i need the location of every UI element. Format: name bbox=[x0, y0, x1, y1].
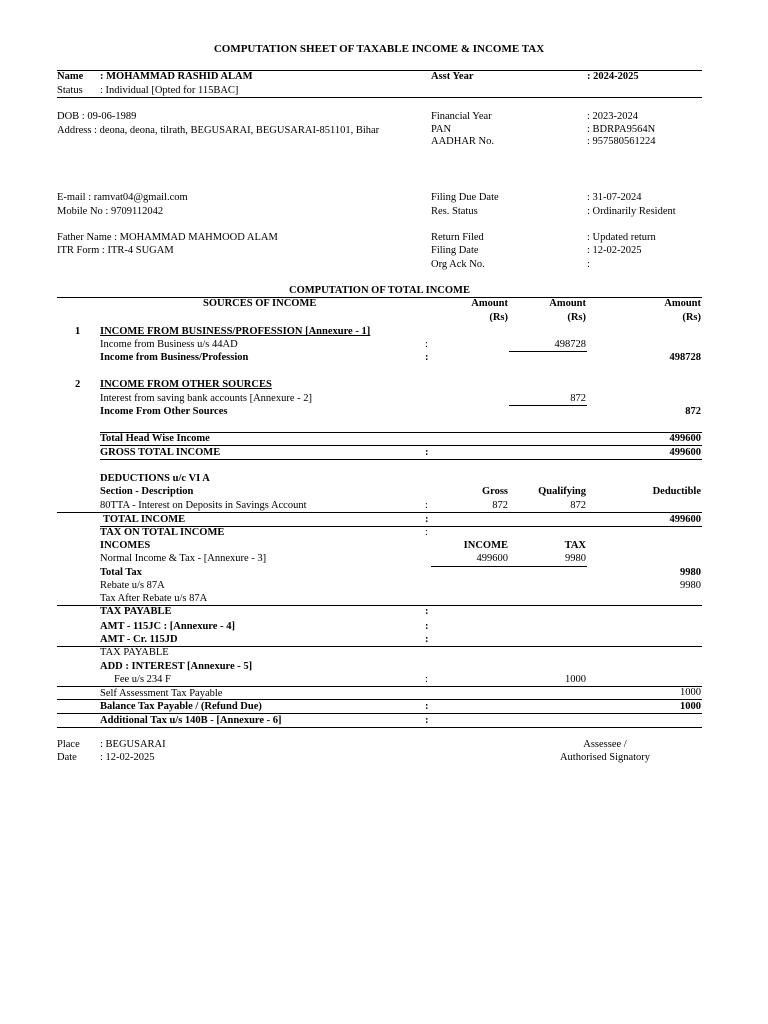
incomes-header: INCOMES bbox=[100, 540, 151, 551]
head-wise-income-amount: 499600 bbox=[669, 433, 701, 444]
place-value: : BEGUSARAI bbox=[100, 739, 166, 750]
divider bbox=[509, 351, 587, 352]
name-value: : MOHAMMAD RASHID ALAM bbox=[100, 71, 253, 82]
savings-interest-label: Interest from saving bank accounts [Annexure - 2] bbox=[100, 393, 312, 404]
org-ack-label: Org Ack No. bbox=[431, 259, 485, 270]
filing-due-label: Filing Due Date bbox=[431, 192, 499, 203]
colon: : bbox=[425, 514, 429, 525]
gross-header: Gross bbox=[481, 486, 508, 497]
fy-value: : 2023-2024 bbox=[587, 111, 639, 122]
gross-total-income-amount: 499600 bbox=[669, 447, 701, 458]
email: E-mail : ramvat04@gmail.com bbox=[57, 192, 188, 203]
gross-total-income-label: GROSS TOTAL INCOME bbox=[100, 447, 221, 458]
amount-header-2: Amount bbox=[549, 298, 586, 309]
father-name: Father Name : MOHAMMAD MAHMOOD ALAM bbox=[57, 232, 278, 243]
total-income-amount: 499600 bbox=[669, 514, 701, 525]
status-label: Status bbox=[57, 85, 83, 96]
page-title: COMPUTATION SHEET OF TAXABLE INCOME & INCOME TAX bbox=[213, 43, 545, 55]
business-44ad-label: Income from Business u/s 44AD bbox=[100, 339, 238, 350]
computation-title: COMPUTATION OF TOTAL INCOME bbox=[289, 285, 470, 296]
res-status-value: : Ordinarily Resident bbox=[587, 206, 676, 217]
status-value: : Individual [Opted for 115BAC] bbox=[100, 85, 239, 96]
authorised-signatory-label: Authorised Signatory bbox=[559, 752, 651, 763]
mobile: Mobile No : 9709112042 bbox=[57, 206, 164, 217]
date-value: : 12-02-2025 bbox=[100, 752, 155, 763]
assessee-label: Assessee / bbox=[583, 739, 627, 750]
colon: : bbox=[425, 352, 429, 363]
colon: : bbox=[425, 701, 429, 712]
fy-label: Financial Year bbox=[431, 111, 492, 122]
business-total-label: Income from Business/Profession bbox=[100, 352, 249, 363]
place-label: Place bbox=[57, 739, 80, 750]
deduction-80tta-label: 80TTA - Interest on Deposits in Savings Account bbox=[100, 500, 307, 511]
business-total-amount: 498728 bbox=[669, 352, 701, 363]
org-ack-value: : bbox=[587, 259, 590, 270]
colon: : bbox=[425, 500, 428, 511]
tax-column-header: TAX bbox=[564, 540, 586, 551]
rebate-87a-amount: 9980 bbox=[680, 580, 701, 591]
other-sources-total-label: Income From Other Sources bbox=[100, 406, 228, 417]
date-label: Date bbox=[57, 752, 77, 763]
qualifying-header: Qualifying bbox=[538, 486, 586, 497]
return-filed-value: : Updated return bbox=[587, 232, 656, 243]
pan-label: PAN bbox=[431, 124, 452, 135]
section-1-title: INCOME FROM BUSINESS/PROFESSION [Annexure - 1] bbox=[100, 326, 371, 337]
normal-tax-amount: 9980 bbox=[565, 553, 586, 564]
sources-header: SOURCES OF INCOME bbox=[203, 298, 317, 309]
amount-header-1: Amount bbox=[471, 298, 508, 309]
amt-115jc-label: AMT - 115JC : [Annexure - 4] bbox=[100, 621, 235, 632]
deduction-80tta-gross: 872 bbox=[492, 500, 508, 511]
colon: : bbox=[425, 339, 428, 350]
filing-date-value: : 12-02-2025 bbox=[587, 245, 642, 256]
tax-after-rebate-label: Tax After Rebate u/s 87A bbox=[100, 593, 208, 604]
deduction-80tta-qualifying: 872 bbox=[570, 500, 586, 511]
rs-header-3: (Rs) bbox=[682, 312, 701, 323]
filing-date-label: Filing Date bbox=[431, 245, 479, 256]
deductible-header: Deductible bbox=[652, 486, 701, 497]
section-2-title: INCOME FROM OTHER SOURCES bbox=[100, 379, 272, 390]
total-tax-label: Total Tax bbox=[100, 567, 142, 578]
head-wise-income-label: Total Head Wise Income bbox=[100, 433, 210, 444]
asst-year-label: Asst Year bbox=[431, 71, 474, 82]
total-income-label: TOTAL INCOME bbox=[103, 514, 186, 525]
business-44ad-amount: 498728 bbox=[554, 339, 586, 350]
balance-tax-amount: 1000 bbox=[680, 701, 701, 712]
return-filed-label: Return Filed bbox=[431, 232, 484, 243]
divider bbox=[57, 727, 702, 728]
divider bbox=[100, 459, 702, 460]
res-status-label: Res. Status bbox=[431, 206, 478, 217]
divider bbox=[57, 297, 702, 298]
colon: : bbox=[425, 621, 429, 632]
income-column-header: INCOME bbox=[463, 540, 508, 551]
tax-payable-label: TAX PAYABLE bbox=[100, 606, 172, 617]
address: Address : deona, deona, tilrath, BEGUSARAI, BEGUSARAI-851101, Bihar bbox=[57, 125, 380, 136]
section-description-header: Section - Description bbox=[100, 486, 194, 497]
normal-income-label: Normal Income & Tax - [Annexure - 3] bbox=[100, 553, 267, 564]
amt-credit-115jd-label: AMT - Cr. 115JD bbox=[100, 634, 178, 645]
divider bbox=[57, 97, 702, 98]
self-assessment-amount: 1000 bbox=[680, 687, 701, 698]
savings-interest-amount: 872 bbox=[570, 393, 586, 404]
itr-form: ITR Form : ITR-4 SUGAM bbox=[57, 245, 174, 256]
filing-due-value: : 31-07-2024 bbox=[587, 192, 642, 203]
aadhar-label: AADHAR No. bbox=[431, 136, 494, 147]
colon: : bbox=[425, 527, 428, 538]
other-sources-total-amount: 872 bbox=[685, 406, 701, 417]
deductions-title: DEDUCTIONS u/c VI A bbox=[100, 473, 210, 484]
asst-year-value: : 2024-2025 bbox=[587, 71, 639, 82]
fee-234f-amount: 1000 bbox=[565, 674, 586, 685]
self-assessment-label: Self Assessment Tax Payable bbox=[100, 688, 223, 699]
tax-payable-2-label: TAX PAYABLE bbox=[100, 647, 169, 658]
balance-tax-label: Balance Tax Payable / (Refund Due) bbox=[100, 701, 262, 712]
name-label: Name bbox=[57, 71, 84, 82]
colon: : bbox=[425, 674, 428, 685]
add-interest-label: ADD : INTEREST [Annexure - 5] bbox=[100, 661, 253, 672]
divider bbox=[509, 405, 587, 406]
rebate-87a-label: Rebate u/s 87A bbox=[100, 580, 165, 591]
dob: DOB : 09-06-1989 bbox=[57, 111, 137, 122]
fee-234f-label: Fee u/s 234 F bbox=[114, 674, 171, 685]
colon: : bbox=[425, 634, 429, 645]
tax-on-total-income-label: TAX ON TOTAL INCOME bbox=[100, 527, 225, 538]
section-1-number: 1 bbox=[75, 326, 81, 337]
rs-header-1: (Rs) bbox=[489, 312, 508, 323]
section-2-number: 2 bbox=[75, 379, 81, 390]
additional-tax-label: Additional Tax u/s 140B - [Annexure - 6] bbox=[100, 715, 282, 726]
rs-header-2: (Rs) bbox=[567, 312, 586, 323]
colon: : bbox=[425, 447, 429, 458]
pan-value: : BDRPA9564N bbox=[587, 124, 656, 135]
amount-header-3: Amount bbox=[664, 298, 701, 309]
divider bbox=[431, 566, 587, 567]
colon: : bbox=[425, 606, 429, 617]
total-tax-amount: 9980 bbox=[680, 567, 701, 578]
colon: : bbox=[425, 715, 429, 726]
normal-income-amount: 499600 bbox=[476, 553, 508, 564]
aadhar-value: : 957580561224 bbox=[587, 136, 656, 147]
